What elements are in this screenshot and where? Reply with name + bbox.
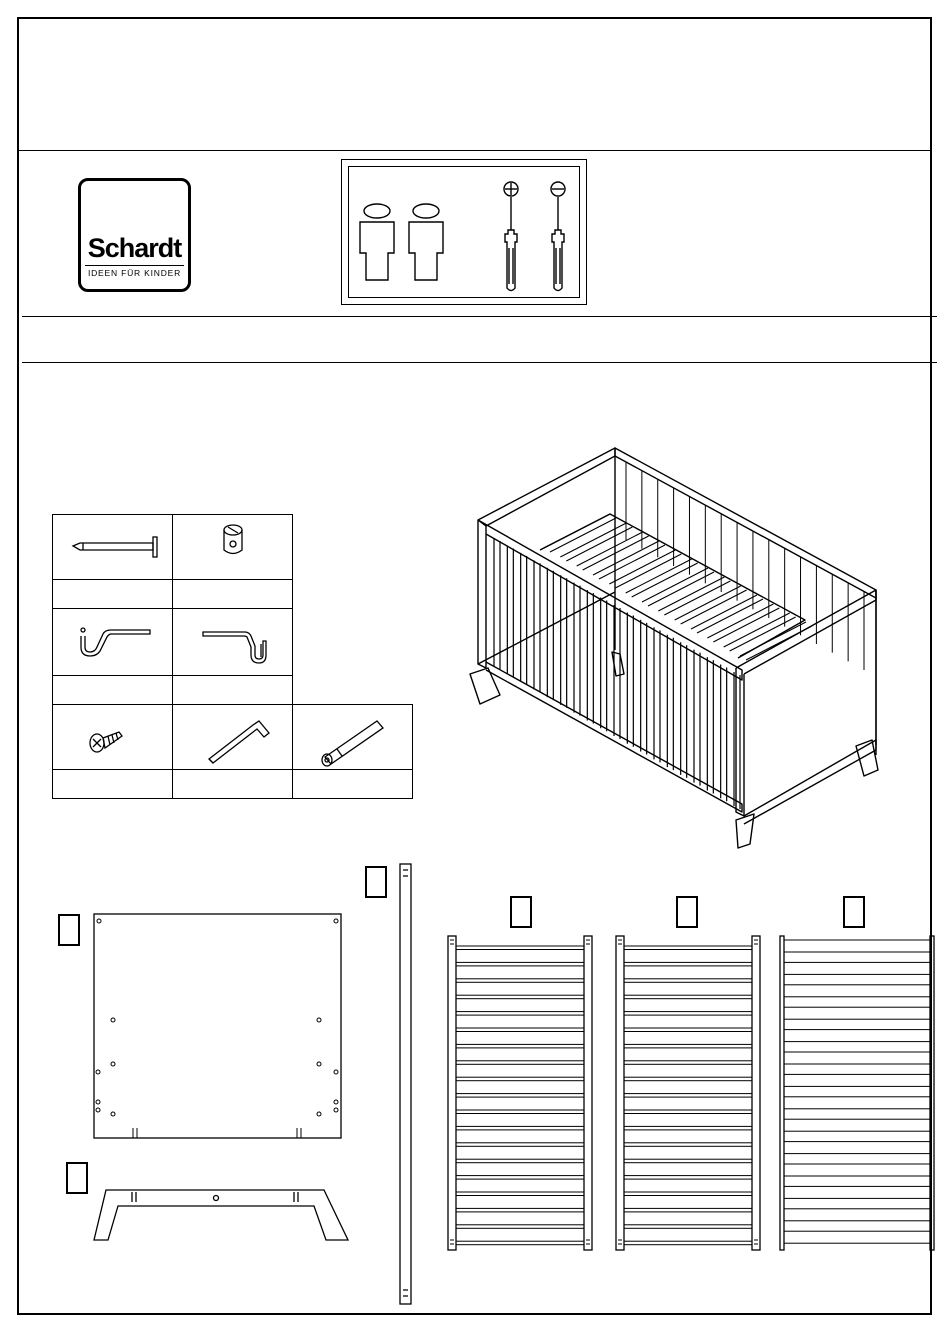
- gate-slat: [624, 1028, 752, 1032]
- gate-fittings: [618, 940, 758, 1244]
- gate-slat: [456, 1028, 584, 1032]
- front-slat: [574, 583, 580, 716]
- gate-post-right: [584, 936, 592, 1250]
- front-slat: [734, 672, 740, 809]
- front-slat: [507, 545, 513, 676]
- part-label-cell: [52, 579, 173, 609]
- base-frame-right: [930, 936, 934, 1250]
- gate-fittings: [450, 940, 590, 1244]
- base-slat: [784, 1052, 930, 1064]
- leg-frame-icon: [92, 1188, 352, 1244]
- part-cell-connector-bolt: [292, 704, 413, 770]
- part-label-cell: [172, 769, 293, 799]
- gate-post-right: [752, 936, 760, 1250]
- front-slat: [654, 627, 660, 762]
- gate-slat: [624, 979, 752, 983]
- base-slat: [784, 1007, 930, 1019]
- part-label-cell: [172, 579, 293, 609]
- gate-post-left: [616, 936, 624, 1250]
- allen-key-icon: [173, 705, 294, 771]
- front-slat: [601, 598, 607, 732]
- base-slat: [784, 940, 930, 952]
- gate-slat: [624, 946, 752, 950]
- gate-slat: [456, 1192, 584, 1196]
- gate-slat: [456, 1126, 584, 1130]
- front-slat: [707, 657, 713, 793]
- gate-slat: [624, 1012, 752, 1016]
- base-slat: [784, 1231, 930, 1243]
- brand-logo: [78, 178, 191, 292]
- gate-slat: [456, 1077, 584, 1081]
- part-cell-cross-dowel: [172, 514, 293, 580]
- front-slat: [547, 568, 553, 700]
- gate-slat: [624, 1225, 752, 1229]
- tools-illustration: [342, 160, 588, 306]
- cross-dowel-nut-icon: [173, 515, 294, 581]
- gate-slat: [624, 1110, 752, 1114]
- part-marker-end-panel: [58, 914, 80, 946]
- front-slat: [667, 635, 673, 770]
- part-cell-screw: [52, 704, 173, 770]
- base-slat: [784, 1097, 930, 1109]
- front-slat: [561, 575, 567, 708]
- rail-icon: [398, 862, 414, 1308]
- gate-slat: [456, 1061, 584, 1065]
- gate-slat: [624, 962, 752, 966]
- gate-slat: [624, 1061, 752, 1065]
- base-slat: [784, 1209, 930, 1221]
- gate-slat: [456, 1159, 584, 1163]
- header-rule: [17, 150, 932, 151]
- connector-bolt-icon: [293, 705, 414, 771]
- gate-slat: [624, 1094, 752, 1098]
- part-label-cell: [52, 769, 173, 799]
- gate-slat: [624, 1044, 752, 1048]
- base-slat: [784, 1186, 930, 1198]
- part-cell-bolt: [52, 514, 173, 580]
- l-hook-icon: [173, 609, 294, 677]
- bolt-pin-icon: [53, 515, 174, 581]
- gate-slat: [624, 1208, 752, 1212]
- brand-name: Schardt: [87, 233, 182, 263]
- flat-screwdriver-icon: [551, 182, 565, 291]
- base-slat: [784, 962, 930, 974]
- side-rail-gate-icon: [446, 934, 596, 1252]
- gate-slat: [456, 1225, 584, 1229]
- base-slat: [784, 1030, 930, 1042]
- gate-slat: [456, 1176, 584, 1180]
- gate-slat: [624, 1143, 752, 1147]
- screw-icon: [53, 705, 174, 771]
- base-slat: [784, 1164, 930, 1176]
- front-slat: [494, 538, 500, 669]
- front-slat: [627, 612, 633, 746]
- gate-slat: [456, 1208, 584, 1212]
- required-tools-box: [341, 159, 587, 305]
- part-label-cell: [52, 675, 173, 705]
- section-rule-top: [22, 316, 937, 317]
- part-cell-allen-key: [172, 704, 293, 770]
- part-label-cell: [292, 769, 413, 799]
- base-slat: [784, 1142, 930, 1154]
- base-slat: [784, 1074, 930, 1086]
- gate-slat: [456, 1143, 584, 1147]
- section-rule-bottom: [22, 362, 937, 363]
- gate-slat: [624, 1192, 752, 1196]
- side-rail-gate-icon: [614, 934, 764, 1252]
- gate-slat: [624, 995, 752, 999]
- assembled-crib-illustration: [460, 440, 880, 850]
- front-slat: [641, 620, 647, 755]
- part-marker-side-gate-a: [510, 896, 532, 928]
- part-cell-l-hook: [172, 608, 293, 676]
- front-slat: [534, 560, 540, 692]
- part-marker-rail: [365, 866, 387, 898]
- person-icon: [360, 204, 394, 280]
- gate-slat: [456, 1044, 584, 1048]
- base-slat: [784, 985, 930, 997]
- j-hook-icon: [53, 609, 174, 677]
- front-slat: [587, 590, 593, 723]
- gate-slat: [456, 1012, 584, 1016]
- part-marker-side-gate-b: [676, 896, 698, 928]
- part-label-cell: [172, 675, 293, 705]
- gate-slat: [456, 979, 584, 983]
- slatted-base-icon: [778, 934, 936, 1252]
- base-slat: [784, 1119, 930, 1131]
- front-slat: [681, 642, 687, 778]
- gate-slat: [624, 1241, 752, 1245]
- gate-post-left: [448, 936, 456, 1250]
- gate-slat: [456, 1110, 584, 1114]
- gate-slat: [456, 995, 584, 999]
- logo-divider: [85, 265, 184, 266]
- person-icon: [409, 204, 443, 280]
- front-slat: [694, 650, 700, 786]
- gate-slat: [624, 1077, 752, 1081]
- gate-slat: [624, 1176, 752, 1180]
- end-panel-icon: [93, 912, 343, 1142]
- gate-slat: [456, 946, 584, 950]
- gate-slat: [624, 1159, 752, 1163]
- base-frame-left: [780, 936, 784, 1250]
- gate-slat: [624, 1126, 752, 1130]
- brand-tagline: IDEEN FÜR KINDER: [87, 268, 182, 278]
- gate-slat: [456, 962, 584, 966]
- front-slat: [521, 553, 527, 685]
- part-cell-j-hook: [52, 608, 173, 676]
- part-marker-slatted-base: [843, 896, 865, 928]
- gate-slat: [456, 1094, 584, 1098]
- front-slat: [721, 665, 727, 802]
- part-marker-leg-frame: [66, 1162, 88, 1194]
- gate-slat: [456, 1241, 584, 1245]
- phillips-screwdriver-icon: [504, 182, 518, 291]
